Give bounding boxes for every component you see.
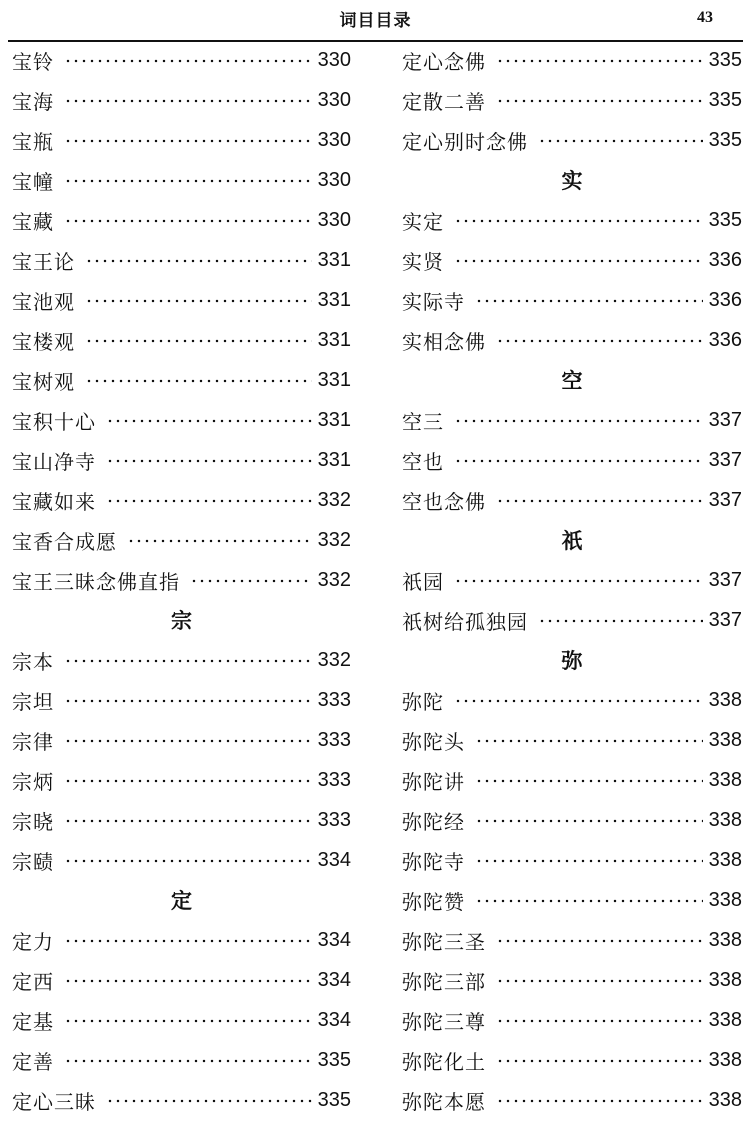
- dot-leader: [64, 59, 312, 63]
- dot-leader: [64, 659, 312, 663]
- entry-page-number: 338: [708, 968, 742, 991]
- dot-leader: [538, 619, 703, 623]
- index-entry: [12, 520, 351, 560]
- entry-page-number: 336: [708, 248, 742, 271]
- index-entry: [12, 960, 351, 1000]
- entry-term: 弥陀赞: [402, 889, 465, 914]
- entry-page-number: 338: [708, 1088, 742, 1111]
- index-entry: [402, 920, 742, 960]
- entry-term: 空也念佛: [402, 489, 486, 514]
- entry-page-number: 334: [317, 1008, 351, 1031]
- dot-leader: [106, 459, 312, 463]
- entry-term: 宗晓: [12, 809, 54, 834]
- index-entry: [12, 440, 351, 480]
- entry-term: 弥陀头: [402, 729, 465, 754]
- dot-leader: [190, 579, 312, 583]
- dot-leader: [64, 819, 312, 823]
- dot-leader: [454, 219, 703, 223]
- index-entry: [402, 400, 742, 440]
- dot-leader: [496, 1019, 703, 1023]
- entry-term: 宗律: [12, 729, 54, 754]
- section-heading: [402, 360, 742, 400]
- index-entry: [12, 1000, 351, 1040]
- entry-term: 弥陀: [402, 689, 444, 714]
- entry-page-number: 331: [317, 408, 351, 431]
- dot-leader: [454, 699, 703, 703]
- entry-term: 弥陀讲: [402, 769, 465, 794]
- index-entry: [402, 1040, 742, 1080]
- index-entry: [12, 640, 351, 680]
- entry-term: 宝藏如来: [12, 489, 96, 514]
- entry-page-number: 330: [317, 128, 351, 151]
- dot-leader: [64, 779, 312, 783]
- entry-term: 宝铃: [12, 49, 54, 74]
- entry-term: 定基: [12, 1009, 54, 1034]
- index-entry: [12, 480, 351, 520]
- section-heading-text: 弥: [561, 648, 583, 673]
- index-entry: [402, 40, 742, 80]
- dot-leader: [475, 299, 703, 303]
- entry-page-number: 330: [317, 88, 351, 111]
- entry-term: 宝树观: [12, 369, 75, 394]
- entry-page-number: 337: [708, 448, 742, 471]
- index-entry: [402, 1000, 742, 1040]
- entry-term: 宝幢: [12, 169, 54, 194]
- dot-leader: [538, 139, 703, 143]
- dot-leader: [475, 819, 703, 823]
- page-header: [0, 0, 751, 44]
- entry-term: 宝香合成愿: [12, 529, 117, 554]
- entry-term: 宝山净寺: [12, 449, 96, 474]
- dot-leader: [496, 979, 703, 983]
- dot-leader: [127, 539, 312, 543]
- index-entry: [12, 1040, 351, 1080]
- entry-term: 弥陀三部: [402, 969, 486, 994]
- index-entry: [12, 800, 351, 840]
- entry-page-number: 338: [708, 1048, 742, 1071]
- dot-leader: [85, 339, 312, 343]
- entry-page-number: 337: [708, 488, 742, 511]
- index-entry: [402, 320, 742, 360]
- entry-page-number: 335: [708, 88, 742, 111]
- entry-term: 宗本: [12, 649, 54, 674]
- section-heading: [402, 520, 742, 560]
- entry-page-number: 337: [708, 568, 742, 591]
- index-entry: [12, 160, 351, 200]
- entry-term: 宗坦: [12, 689, 54, 714]
- dot-leader: [496, 99, 703, 103]
- entry-term: 实定: [402, 209, 444, 234]
- entry-page-number: 337: [708, 408, 742, 431]
- entry-page-number: 338: [708, 888, 742, 911]
- index-entry: [402, 1080, 742, 1120]
- index-entry: [402, 440, 742, 480]
- index-entry: [402, 200, 742, 240]
- entry-page-number: 338: [708, 928, 742, 951]
- entry-term: 祇园: [402, 569, 444, 594]
- index-entry: [12, 360, 351, 400]
- entry-term: 宗赜: [12, 849, 54, 874]
- index-entry: [12, 560, 351, 600]
- dot-leader: [475, 779, 703, 783]
- entry-term: 定心念佛: [402, 49, 486, 74]
- index-entry: [12, 400, 351, 440]
- index-entry: [402, 760, 742, 800]
- section-heading-text: 定: [171, 888, 192, 913]
- index-entry: [402, 280, 742, 320]
- entry-term: 弥陀经: [402, 809, 465, 834]
- dot-leader: [475, 859, 703, 863]
- entry-page-number: 336: [708, 328, 742, 351]
- dot-leader: [85, 299, 312, 303]
- dot-leader: [454, 579, 703, 583]
- section-heading: [402, 160, 742, 200]
- entry-page-number: 330: [317, 208, 351, 231]
- dot-leader: [64, 979, 312, 983]
- entry-page-number: 335: [317, 1088, 351, 1111]
- dot-leader: [64, 699, 312, 703]
- index-entry: [402, 960, 742, 1000]
- dot-leader: [85, 379, 312, 383]
- entry-page-number: 332: [317, 528, 351, 551]
- entry-page-number: 338: [708, 728, 742, 751]
- entry-term: 弥陀三尊: [402, 1009, 486, 1034]
- entry-page-number: 334: [317, 928, 351, 951]
- index-entry: [402, 680, 742, 720]
- dot-leader: [496, 59, 703, 63]
- entry-page-number: 335: [708, 48, 742, 71]
- entry-term: 宝楼观: [12, 329, 75, 354]
- dot-leader: [85, 259, 312, 263]
- index-entry: [402, 800, 742, 840]
- entry-page-number: 338: [708, 848, 742, 871]
- dot-leader: [475, 739, 703, 743]
- index-entry: [12, 240, 351, 280]
- dot-leader: [64, 1019, 312, 1023]
- index-entry: [402, 480, 742, 520]
- entry-page-number: 335: [317, 1048, 351, 1071]
- entry-page-number: 332: [317, 648, 351, 671]
- section-heading-text: 祇: [561, 528, 583, 553]
- index-entry: [402, 720, 742, 760]
- entry-page-number: 333: [317, 808, 351, 831]
- dot-leader: [454, 419, 703, 423]
- dot-leader: [106, 499, 312, 503]
- entry-page-number: 335: [708, 208, 742, 231]
- index-entry: [12, 920, 351, 960]
- section-heading: [402, 640, 742, 680]
- entry-term: 定心别时念佛: [402, 129, 528, 154]
- entry-page-number: 331: [317, 448, 351, 471]
- section-heading: [12, 880, 351, 920]
- dot-leader: [106, 1099, 312, 1103]
- entry-page-number: 331: [317, 328, 351, 351]
- entry-term: 宝王论: [12, 249, 75, 274]
- entry-page-number: 331: [317, 248, 351, 271]
- index-entry: [12, 680, 351, 720]
- entry-term: 弥陀化土: [402, 1049, 486, 1074]
- index-entry: [12, 1080, 351, 1120]
- entry-term: 弥陀三圣: [402, 929, 486, 954]
- entry-term: 弥陀寺: [402, 849, 465, 874]
- index-entry: [402, 600, 742, 640]
- entry-page-number: 330: [317, 168, 351, 191]
- index-entry: [12, 840, 351, 880]
- entry-term: 空也: [402, 449, 444, 474]
- dot-leader: [64, 99, 312, 103]
- entry-term: 定西: [12, 969, 54, 994]
- entry-page-number: 331: [317, 288, 351, 311]
- entry-page-number: 330: [317, 48, 351, 71]
- entry-term: 宝藏: [12, 209, 54, 234]
- dot-leader: [64, 1059, 312, 1063]
- entry-page-number: 334: [317, 968, 351, 991]
- dot-leader: [475, 899, 703, 903]
- dot-leader: [64, 939, 312, 943]
- section-heading-text: 实: [561, 168, 583, 193]
- dot-leader: [496, 939, 703, 943]
- entry-page-number: 338: [708, 768, 742, 791]
- entry-page-number: 338: [708, 688, 742, 711]
- entry-page-number: 333: [317, 688, 351, 711]
- entry-page-number: 336: [708, 288, 742, 311]
- entry-page-number: 338: [708, 808, 742, 831]
- page-title: 词目目录: [339, 11, 412, 31]
- section-heading-text: 宗: [171, 608, 192, 633]
- dot-leader: [496, 339, 703, 343]
- index-entry: [402, 840, 742, 880]
- page-number: 43: [697, 9, 713, 26]
- entry-term: 定心三昧: [12, 1089, 96, 1114]
- dot-leader: [64, 139, 312, 143]
- index-entry: [12, 760, 351, 800]
- entry-page-number: 334: [317, 848, 351, 871]
- index-entry: [402, 120, 742, 160]
- index-entry: [12, 320, 351, 360]
- dot-leader: [64, 179, 312, 183]
- index-entry: [402, 560, 742, 600]
- entry-page-number: 333: [317, 768, 351, 791]
- dot-leader: [64, 859, 312, 863]
- index-entry: [12, 80, 351, 120]
- dot-leader: [496, 499, 703, 503]
- entry-page-number: 331: [317, 368, 351, 391]
- entry-term: 实相念佛: [402, 329, 486, 354]
- entry-term: 实际寺: [402, 289, 465, 314]
- entry-page-number: 332: [317, 488, 351, 511]
- entry-term: 空三: [402, 409, 444, 434]
- entry-term: 宝瓶: [12, 129, 54, 154]
- entry-term: 宗炳: [12, 769, 54, 794]
- entry-term: 宝积十心: [12, 409, 96, 434]
- index-entry: [402, 240, 742, 280]
- index-entry: [12, 200, 351, 240]
- entry-term: 弥陀本愿: [402, 1089, 486, 1114]
- entry-term: 定善: [12, 1049, 54, 1074]
- entry-page-number: 338: [708, 1008, 742, 1031]
- section-heading: [12, 600, 351, 640]
- entry-term: 宝池观: [12, 289, 75, 314]
- index-entry: [12, 720, 351, 760]
- entry-page-number: 335: [708, 128, 742, 151]
- entry-term: 实贤: [402, 249, 444, 274]
- dot-leader: [496, 1099, 703, 1103]
- dot-leader: [496, 1059, 703, 1063]
- dot-leader: [454, 459, 703, 463]
- entry-term: 宝海: [12, 89, 54, 114]
- index-entry: [402, 880, 742, 920]
- dot-leader: [64, 219, 312, 223]
- index-entry: [12, 120, 351, 160]
- index-entry: [12, 40, 351, 80]
- entry-term: 祇树给孤独园: [402, 609, 528, 634]
- dot-leader: [106, 419, 312, 423]
- entry-page-number: 333: [317, 728, 351, 751]
- entry-term: 定力: [12, 929, 54, 954]
- section-heading-text: 空: [561, 368, 583, 393]
- entry-page-number: 337: [708, 608, 742, 631]
- entry-term: 定散二善: [402, 89, 486, 114]
- index-entry: [12, 280, 351, 320]
- entry-page-number: 332: [317, 568, 351, 591]
- index-entry: [402, 80, 742, 120]
- dot-leader: [454, 259, 703, 263]
- entry-term: 宝王三昧念佛直指: [12, 569, 180, 594]
- dot-leader: [64, 739, 312, 743]
